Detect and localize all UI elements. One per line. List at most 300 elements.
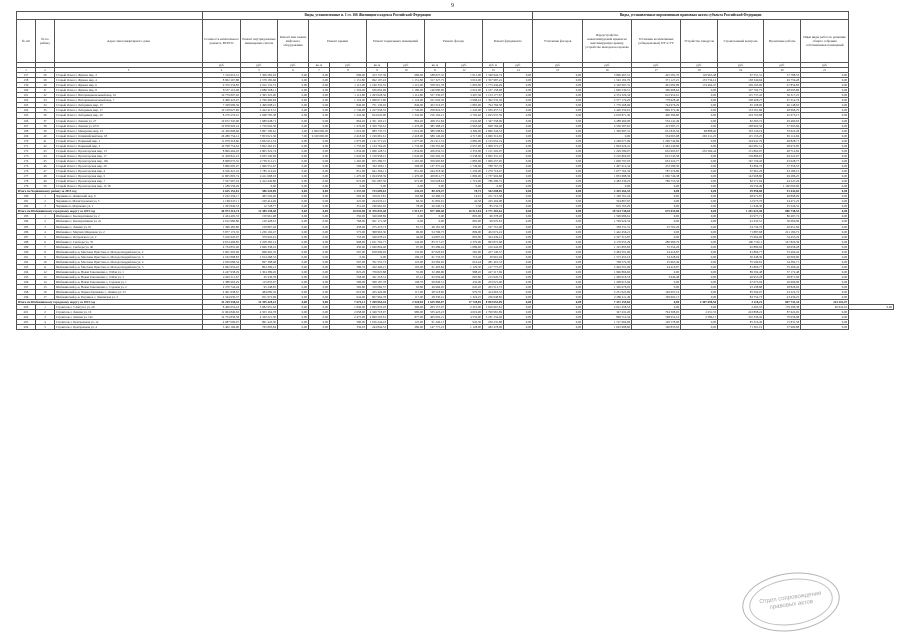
table-cell: 48 828,71	[764, 138, 801, 143]
table-cell: 7 331 255,82	[583, 300, 632, 305]
table-cell: 0,00	[278, 224, 309, 229]
table-cell: 34 453,20	[764, 234, 801, 239]
table-cell: 2 329 750,61	[367, 123, 388, 128]
table-cell: 1 746,00	[388, 108, 425, 113]
table-cell: 0,00	[309, 274, 330, 279]
table-cell: 1 606 257,05	[483, 158, 504, 163]
table-cell: 4 062 954,22	[203, 264, 241, 269]
table-cell: 0,00	[309, 285, 330, 290]
table-cell: 2 493,55	[718, 305, 764, 310]
table-cell: 3 010,00	[446, 78, 483, 83]
table-cell: 0,00	[309, 219, 330, 224]
table-cell: 1	[36, 305, 55, 310]
table-cell: 2,00	[278, 128, 309, 133]
table-cell: 1 024 958,39	[367, 174, 388, 179]
table-cell: 188	[17, 239, 36, 244]
table-cell: 610,00	[330, 290, 367, 295]
table-cell: 198	[17, 290, 36, 295]
table-cell: 846,00	[388, 103, 425, 108]
table-cell: 247 217,69	[483, 269, 504, 274]
table-cell: 0,00	[533, 128, 583, 133]
table-cell: 0,00	[330, 184, 367, 189]
table-cell: 29	[36, 78, 55, 83]
table-cell: 0,00	[801, 209, 849, 214]
table-cell: 184	[17, 219, 36, 224]
table-cell: 179	[17, 184, 36, 189]
table-cell: 0,00	[681, 93, 718, 98]
table-cell: 0,00	[278, 214, 309, 219]
table-cell: 0,00	[801, 103, 849, 108]
table-cell: 0,00	[533, 239, 583, 244]
table-cell: 243 808,22	[718, 310, 764, 315]
table-cell: 49 286,25	[764, 174, 801, 179]
table-cell: 1 750 002,36	[241, 123, 278, 128]
table-cell: 0,00	[309, 315, 330, 320]
table-cell: 4 503 164,78	[241, 310, 278, 315]
table-cell: 1 134 764,20	[367, 143, 388, 148]
table-cell: 1 293 028,56	[367, 93, 388, 98]
table-cell: 0,00	[278, 158, 309, 163]
address-cell: Шебекино г, Мартюх Шарапова ул, 2	[55, 229, 203, 234]
table-cell: 0,00	[504, 239, 533, 244]
address-cell: Старый Оскол г, Жукова мкр, 8	[55, 88, 203, 93]
table-cell: 1 349 942,74	[483, 73, 504, 78]
table-cell: 0,00	[533, 133, 583, 138]
table-cell: 1 199 681,61	[367, 133, 388, 138]
subtotal-label: Итого по Шебекинскому городскому округу за 2015 год	[17, 209, 203, 214]
table-cell: 0,00	[533, 290, 583, 295]
table-cell: 2 577 170,29	[583, 98, 632, 103]
table-cell: 0,00	[504, 259, 533, 264]
table-cell: 12 456 808,66	[203, 128, 241, 133]
table-cell: 2 580,17	[681, 315, 718, 320]
column-number-cell: 20	[764, 68, 801, 73]
table-cell: 0,00	[504, 269, 533, 274]
table-cell: 4 734 855,26	[203, 244, 241, 249]
table-cell: 0,00	[425, 219, 446, 224]
table-cell: 0,00	[801, 315, 849, 320]
table-cell: 0,00	[533, 78, 583, 83]
table-cell: 45 438,88	[718, 285, 764, 290]
table-cell: 59 996,80	[718, 189, 764, 194]
table-cell: 125,00	[388, 259, 425, 264]
table-cell: 1 160 332,55	[367, 83, 388, 88]
table-cell: 0,00	[632, 269, 681, 274]
table-cell: 8 406 654,43	[203, 305, 241, 310]
table-cell: 66,56	[388, 199, 425, 204]
column-header: Ремонт крыши	[309, 20, 367, 63]
table-cell: 0,00	[801, 83, 849, 88]
table-cell: 1 650 967,81	[483, 305, 504, 310]
table-cell: 3	[36, 315, 55, 320]
table-cell: 641 394,11	[367, 168, 388, 173]
table-cell: 0,00	[309, 254, 330, 259]
address-cell: Старый Оскол г, Олимпийский мкр, 18	[55, 133, 203, 138]
table-cell: 178	[17, 179, 36, 184]
table-cell: 921 171,38	[367, 219, 388, 224]
table-cell: 93,86	[388, 285, 425, 290]
table-cell: 0,00	[801, 118, 849, 123]
table-cell: 1 442 456,21	[583, 229, 632, 234]
table-cell: 596,00	[330, 163, 367, 168]
address-cell: Шебекинский р-н, Новая Таволжанка с, 9 Мая ул, 1	[55, 269, 203, 274]
table-cell: 2 600 000,00	[309, 128, 330, 133]
table-cell: 2 232 256,17	[203, 194, 241, 199]
table-cell: 0,00	[681, 280, 718, 285]
table-cell: 886 738,54	[764, 209, 801, 214]
table-cell: 61 340,13	[425, 320, 446, 325]
table-cell: 174	[17, 158, 36, 163]
table-cell: 10 158 627,69	[203, 108, 241, 113]
table-cell: 49 966,05	[425, 285, 446, 290]
table-cell: 554 063,98	[632, 133, 681, 138]
table-cell: 0,00	[801, 143, 849, 148]
table-cell: 739 825,88	[367, 269, 388, 274]
table-cell: 0,00	[801, 249, 849, 254]
table-cell: 43 222,72	[764, 290, 801, 295]
table-cell: 0,00	[504, 300, 533, 305]
table-cell: 805,00	[446, 214, 483, 219]
table-cell: 4 402 511,67	[203, 274, 241, 279]
table-cell: 4 087 099,97	[203, 320, 241, 325]
table-cell: 0,00	[681, 88, 718, 93]
table-cell: 85 316,49	[718, 320, 764, 325]
table-cell: 0,00	[278, 174, 309, 179]
table-cell: 9 498 423,67	[203, 98, 241, 103]
table-cell: 0,00	[278, 184, 309, 189]
table-cell: 0,00	[681, 274, 718, 279]
table-cell: 1 189 556,49	[203, 184, 241, 189]
table-cell: 2 412 449,86	[241, 179, 278, 184]
table-cell: 56 317,25	[764, 93, 801, 98]
table-cell: 0,00	[241, 184, 278, 189]
table-cell: 1 324,25	[446, 295, 483, 300]
table-cell: 0,00	[681, 269, 718, 274]
unit-cell: кв. м	[425, 63, 446, 68]
table-cell: 340 608,89	[367, 214, 388, 219]
table-cell: 87 622,95	[764, 310, 801, 315]
table-cell: 1 299 742,86	[632, 138, 681, 143]
table-cell: 0,00	[533, 199, 583, 204]
table-cell: 49 222,97	[764, 153, 801, 158]
table-cell: 28 828,92	[764, 285, 801, 290]
table-cell: 972,00	[388, 179, 425, 184]
table-cell: 2 251 923,99	[583, 290, 632, 295]
table-cell: 1 112,80	[330, 93, 367, 98]
table-cell: 0,00	[533, 229, 583, 234]
table-cell: 10 779 897,92	[203, 93, 241, 98]
table-cell: 0,00	[278, 113, 309, 118]
table-cell: 0,00	[681, 224, 718, 229]
table-cell: 65 108,00	[718, 103, 764, 108]
table-cell: 0,00	[801, 148, 849, 153]
table-cell: 723 609,63	[367, 189, 388, 194]
table-cell: 2	[36, 310, 55, 315]
table-cell: 4 374 329,34	[583, 93, 632, 98]
table-cell: 1 066 128,51	[367, 148, 388, 153]
table-cell: 7 527 667,16	[203, 179, 241, 184]
table-cell: 0,00	[504, 98, 533, 103]
table-cell: 0,00	[278, 204, 309, 209]
table-cell: 108 602,56	[718, 123, 764, 128]
table-cell: 82 571,94	[718, 179, 764, 184]
table-cell: 1 497 412,34	[583, 163, 632, 168]
table-cell: 160	[17, 88, 36, 93]
column-number-cell: 18	[681, 68, 718, 73]
address-cell: Строитель г, Центральная ул, 4	[55, 325, 203, 330]
table-cell: 0,00	[278, 280, 309, 285]
table-cell: 0,00	[801, 133, 849, 138]
table-cell: 0,00	[533, 325, 583, 330]
table-cell: 11	[36, 264, 55, 269]
table-cell: 125,00	[388, 320, 425, 325]
table-cell: 67 551,31	[718, 73, 764, 78]
table-cell: 864,20	[388, 118, 425, 123]
table-cell: 0,00	[681, 158, 718, 163]
table-cell: 864,20	[330, 118, 367, 123]
table-cell: 0,00	[533, 249, 583, 254]
table-cell: 232 584,44	[681, 148, 718, 153]
table-cell: 1	[36, 214, 55, 219]
table-cell: 0,00	[504, 194, 533, 199]
table-cell: 0,00	[681, 98, 718, 103]
table-cell: 25 702,26	[632, 224, 681, 229]
table-cell: 2 666 338,16	[241, 244, 278, 249]
table-cell: 0,00	[309, 98, 330, 103]
table-cell: 5,38	[446, 204, 483, 209]
table-cell: 695,80	[446, 274, 483, 279]
table-cell: 558,00	[330, 274, 367, 279]
table-cell: 71 361,19	[718, 325, 764, 330]
table-cell: 520 292,76	[425, 153, 446, 158]
table-cell: 69 378,28	[483, 214, 504, 219]
table-cell: 0,00	[367, 254, 388, 259]
table-cell: 17	[36, 295, 55, 300]
table-cell: 0,00	[278, 199, 309, 204]
table-cell: 0,00	[533, 224, 583, 229]
table-cell: 379 945,91	[241, 234, 278, 239]
table-cell: 1 396 483,80	[203, 224, 241, 229]
table-cell: 1 098 071,60	[367, 98, 388, 103]
table-cell: 0,00	[278, 123, 309, 128]
table-cell: 0,00	[681, 163, 718, 168]
table-cell: 48 971,87	[718, 194, 764, 199]
table-cell: 4 247 938,29	[203, 269, 241, 274]
table-cell: 0,00	[504, 295, 533, 300]
table-cell: 0,00	[309, 153, 330, 158]
table-cell: 2 192 997,31	[583, 83, 632, 88]
table-cell: 0,00	[533, 269, 583, 274]
table-cell: 97,41	[388, 274, 425, 279]
table-cell: 1 476,00	[330, 123, 367, 128]
address-cell: Строитель г, Центральная ул, 12	[55, 320, 203, 325]
table-cell: 168	[17, 128, 36, 133]
table-cell: 0,00	[309, 244, 330, 249]
table-cell: 686,00	[388, 73, 425, 78]
table-cell: 465 592,40	[241, 194, 278, 199]
table-cell: 983 735,72	[367, 128, 388, 133]
table-cell: 0,00	[278, 239, 309, 244]
table-cell: 0,00	[681, 103, 718, 108]
table-cell: 6	[36, 239, 55, 244]
table-cell: 117,00	[388, 295, 425, 300]
table-cell: 0,00	[278, 118, 309, 123]
table-cell: 4 556 287,65	[583, 123, 632, 128]
table-cell: 825,20	[330, 269, 367, 274]
table-cell: 2 942,68	[446, 118, 483, 123]
table-cell: 0,00	[681, 194, 718, 199]
table-cell: 0,00	[278, 209, 309, 214]
table-cell: 0,00	[801, 138, 849, 143]
column-number-cell: 21	[801, 68, 849, 73]
table-cell: 352 286,11	[367, 163, 388, 168]
table-cell: 0,00	[278, 138, 309, 143]
table-cell: 0,00	[504, 163, 533, 168]
table-cell: 461 082,89	[632, 83, 681, 88]
capital-repair-table	[16, 11, 894, 330]
table-cell: 0,00	[309, 264, 330, 269]
table-cell: 244 844,53	[367, 325, 388, 330]
table-cell: 988,20	[446, 269, 483, 274]
table-cell: 40 973 316,74	[203, 209, 241, 214]
table-cell: 0,00	[801, 179, 849, 184]
table-cell: 0,00	[533, 285, 583, 290]
unit-cell: руб.	[533, 63, 583, 68]
table-cell: 162 981,51	[718, 143, 764, 148]
table-cell: 48 993,86	[764, 88, 801, 93]
table-cell: 0,00	[801, 163, 849, 168]
table-cell: 0,00	[533, 280, 583, 285]
table-cell: 1 476,00	[388, 123, 425, 128]
table-cell: 7 319 619,51	[203, 73, 241, 78]
table-cell: 37 172,48	[764, 269, 801, 274]
table-cell: 0,00	[278, 163, 309, 168]
table-cell: 877 489,48	[425, 209, 446, 214]
table-cell: 0,00	[533, 244, 583, 249]
column-number-cell: 9	[367, 68, 388, 73]
table-cell: 12 728,77	[241, 204, 278, 209]
table-cell: 0,00	[278, 315, 309, 320]
table-cell: 1 746,00	[330, 108, 367, 113]
table-cell: 0,00	[330, 254, 367, 259]
table-cell: 0,00	[533, 194, 583, 199]
table-cell: 0,00	[533, 184, 583, 189]
table-cell: 2 018 871,30	[583, 113, 632, 118]
table-cell: 0,00	[278, 219, 309, 224]
table-cell: 0,00	[309, 249, 330, 254]
table-cell: 43	[36, 148, 55, 153]
table-cell: 201	[17, 310, 36, 315]
table-cell: 0,00	[278, 234, 309, 239]
table-cell: 131 862,97	[718, 148, 764, 153]
table-cell: 4	[36, 229, 55, 234]
table-cell: 203 157,07	[425, 305, 446, 310]
subtotal-label: Итого по Чернянскому району за 2015 год	[17, 189, 203, 194]
table-cell: 0,00	[278, 229, 309, 234]
table-cell: 631 845,56	[632, 128, 681, 133]
unit-cell: руб.	[203, 63, 241, 68]
table-cell: 32	[36, 93, 55, 98]
table-cell: 2 351 193,21	[367, 118, 388, 123]
table-cell: 2 790 981,89	[483, 310, 504, 315]
table-cell: 104 795,88	[718, 113, 764, 118]
table-cell: 1 304 389,20	[241, 269, 278, 274]
table-cell: 0,00	[309, 234, 330, 239]
table-cell: 30 069,96	[764, 219, 801, 224]
table-cell: 48 181,58	[425, 224, 446, 229]
table-cell: 0,00	[278, 83, 309, 88]
table-cell: 102,88	[388, 194, 425, 199]
table-cell: 0,00	[278, 274, 309, 279]
table-cell: 3 867 196,61	[241, 128, 278, 133]
table-cell: 188 827,35	[425, 73, 446, 78]
table-cell: 450,00	[330, 244, 367, 249]
address-cell: Чернянка п, Ленинский пер, 9	[55, 194, 203, 199]
table-cell: 1 749,00	[446, 163, 483, 168]
table-cell: 2 418,00	[330, 133, 367, 138]
table-cell: 558 561,78	[425, 83, 446, 88]
table-cell: 1 227 058,55	[367, 108, 388, 113]
table-cell: 0,00	[801, 214, 849, 219]
table-cell: 180	[17, 194, 36, 199]
table-cell: 28 871,66	[764, 274, 801, 279]
table-cell: 54 706,75	[425, 229, 446, 234]
table-cell: 0,00	[533, 264, 583, 269]
table-cell: 0,00	[681, 179, 718, 184]
table-cell: 612 543,58	[632, 153, 681, 158]
table-cell: 0,00	[801, 290, 849, 295]
table-cell: 118 963,48	[681, 73, 718, 78]
table-cell: 0,00	[632, 199, 681, 204]
table-cell: 4 411 668,03	[241, 174, 278, 179]
table-cell: 0,00	[533, 168, 583, 173]
table-cell: 1 803,00	[446, 83, 483, 88]
table-cell: 199 602,13	[632, 295, 681, 300]
table-cell: 310 336,42	[718, 315, 764, 320]
table-cell: 458 812,77	[425, 174, 446, 179]
column-header: Ремонт фундамента	[483, 20, 533, 63]
table-cell: 1 086,00	[446, 244, 483, 249]
address-cell: Шебекинский р-н, Новая Таволжанка с, 9 Мая ул, 3	[55, 274, 203, 279]
table-cell: 34	[36, 98, 55, 103]
table-cell: 0,00	[801, 280, 849, 285]
table-cell: 2 125 652,19	[483, 138, 504, 143]
table-cell: 142 908,80	[718, 174, 764, 179]
table-cell: 81 866,77	[718, 264, 764, 269]
table-cell: 115 835,97	[241, 280, 278, 285]
table-cell: 0,00	[309, 73, 330, 78]
table-cell: 2 759 511,21	[241, 158, 278, 163]
table-cell: 1 141 571,22	[367, 138, 388, 143]
table-cell: 645,20	[446, 285, 483, 290]
table-cell: 0,00	[533, 123, 583, 128]
table-cell: 0,00	[504, 249, 533, 254]
table-cell: 0,00	[681, 244, 718, 249]
table-cell: 12	[36, 269, 55, 274]
table-cell: 0,00	[801, 108, 849, 113]
table-cell: 686,00	[330, 73, 367, 78]
table-cell: 2 520,69	[388, 300, 425, 305]
table-cell: 1 342,00	[388, 113, 425, 118]
table-cell: 75 664,00	[718, 234, 764, 239]
table-cell: 597,00	[330, 249, 367, 254]
table-cell: 196 833,63	[632, 325, 681, 330]
table-cell: 0,00	[533, 189, 583, 194]
table-cell: 1 169 047,11	[203, 199, 241, 204]
table-cell: 10	[36, 259, 55, 264]
table-cell: 50 448,39	[718, 254, 764, 259]
address-cell: Старый Оскол г, Жукова мкр, 6	[55, 83, 203, 88]
